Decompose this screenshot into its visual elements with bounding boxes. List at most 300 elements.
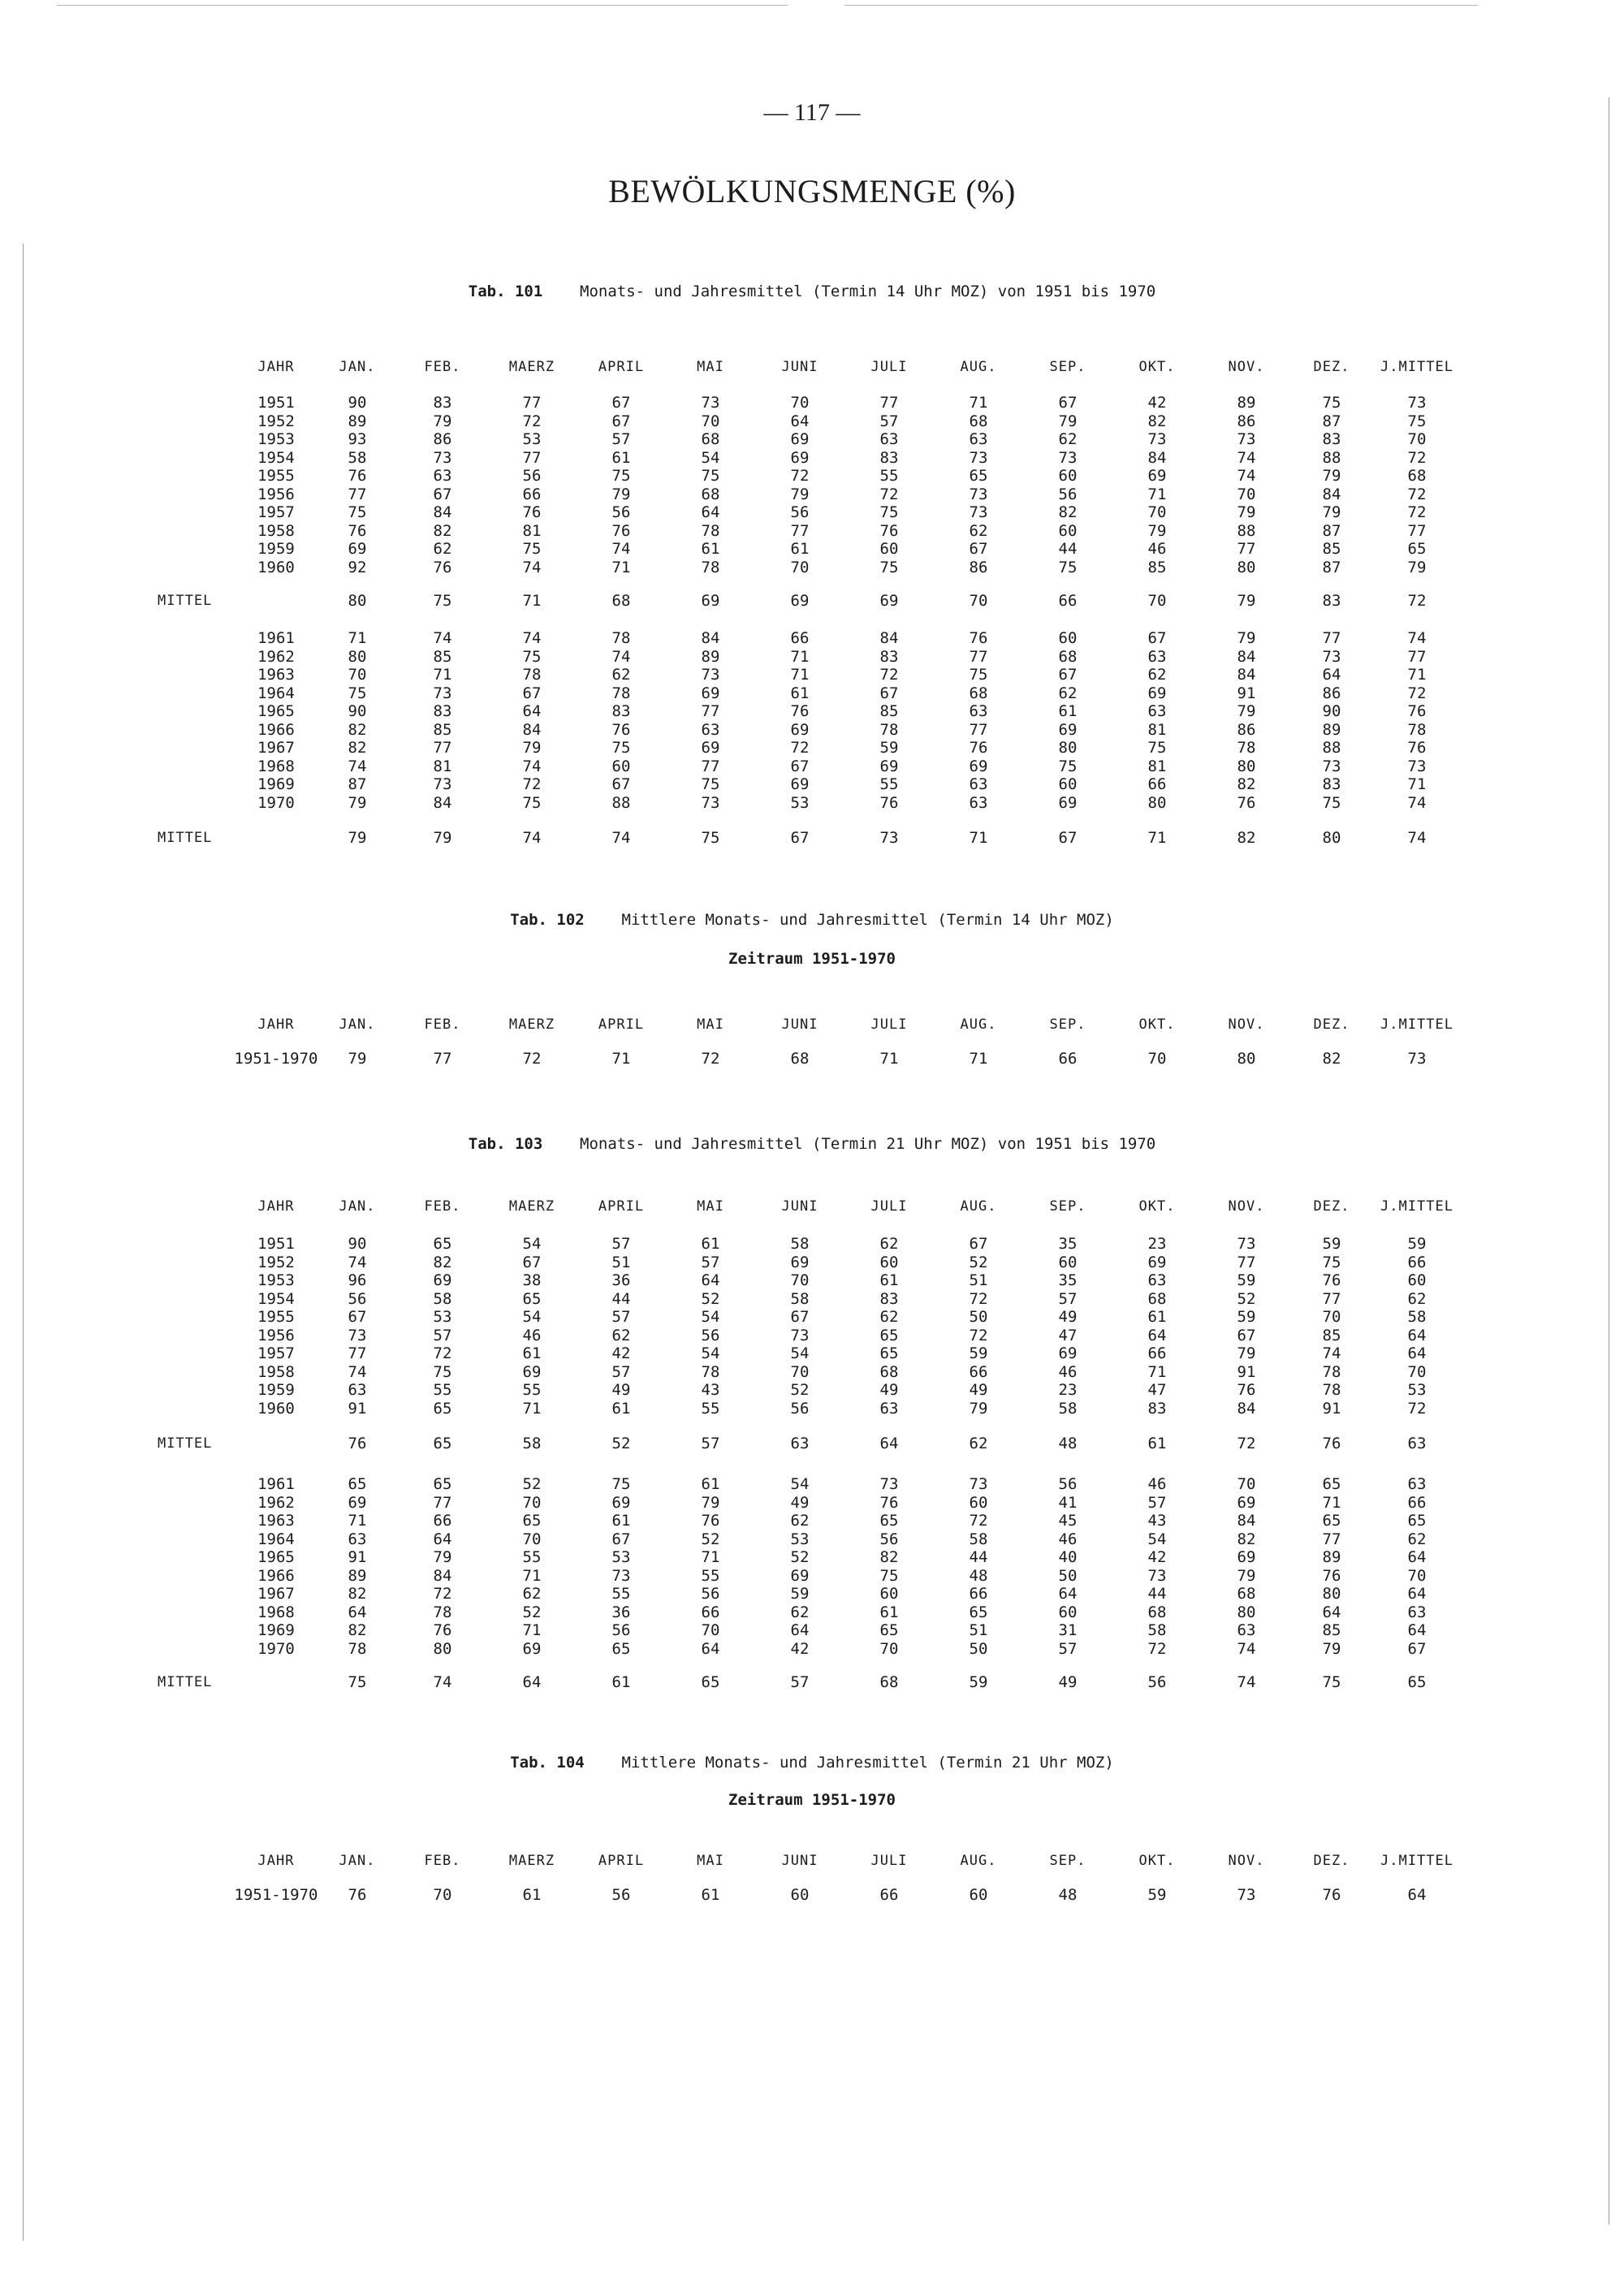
mittel-value: 82 xyxy=(1237,829,1256,847)
value-cell: 68 xyxy=(1147,1603,1167,1621)
value-cell: 77 xyxy=(790,521,810,540)
mittel-value: 76 xyxy=(348,1435,367,1452)
value-cell: 67 xyxy=(1058,394,1078,412)
value-cell: 73 xyxy=(1407,394,1427,412)
value-cell: 59 xyxy=(1407,1235,1427,1253)
value-cell: 72 xyxy=(522,775,542,793)
value-cell: 63 xyxy=(701,720,720,739)
value-cell: 46 xyxy=(522,1326,542,1344)
value-cell: 76 xyxy=(969,739,988,757)
value-cell: 73 xyxy=(1237,1235,1256,1253)
value-cell: 71 xyxy=(1407,666,1427,684)
value-cell: 57 xyxy=(611,430,631,448)
value-cell: 63 xyxy=(879,430,899,448)
value-cell: 54 xyxy=(790,1344,810,1362)
value-cell: 76 xyxy=(790,702,810,720)
value-cell: 35 xyxy=(1058,1235,1078,1253)
year-cell: 1958 xyxy=(257,1362,295,1381)
year-cell: 1953 xyxy=(257,430,295,448)
value-cell: 72 xyxy=(1147,1639,1167,1658)
value-cell: 69 xyxy=(611,1493,631,1512)
value-cell: 80 xyxy=(1237,1603,1256,1621)
mittel-value: 75 xyxy=(1322,1673,1341,1691)
value-cell: 71 xyxy=(879,1050,899,1068)
value-cell: 73 xyxy=(969,1475,988,1493)
value-cell: 91 xyxy=(1237,684,1256,702)
tab103-table-row xyxy=(0,1511,1624,1530)
value-cell: 42 xyxy=(790,1639,810,1658)
value-cell: 73 xyxy=(1147,430,1167,448)
value-cell: 80 xyxy=(1058,739,1078,757)
value-cell: 82 xyxy=(348,720,367,739)
value-cell: 71 xyxy=(701,1548,720,1566)
value-cell: 82 xyxy=(348,1585,367,1603)
value-cell: 57 xyxy=(611,1235,631,1253)
value-cell: 61 xyxy=(879,1603,899,1621)
year-cell: 1969 xyxy=(257,1621,295,1639)
tab103-mittel-row xyxy=(0,1434,1624,1453)
value-cell: 74 xyxy=(522,757,542,775)
value-cell: 89 xyxy=(348,1566,367,1585)
column-header: SEP. xyxy=(1049,1198,1086,1215)
value-cell: 73 xyxy=(969,448,988,467)
column-header: APRIL xyxy=(598,1853,645,1869)
value-cell: 64 xyxy=(433,1530,452,1548)
value-cell: 47 xyxy=(1147,1381,1167,1399)
column-header: J.MITTEL xyxy=(1380,1016,1453,1033)
value-cell: 75 xyxy=(879,558,899,576)
page-number: — 117 — xyxy=(763,99,861,126)
value-cell: 67 xyxy=(522,1253,542,1271)
value-cell: 72 xyxy=(701,1050,720,1068)
value-cell: 74 xyxy=(348,1362,367,1381)
column-header: NOV. xyxy=(1228,1016,1265,1033)
year-cell: 1953 xyxy=(257,1271,295,1289)
value-cell: 50 xyxy=(969,1308,988,1326)
value-cell: 54 xyxy=(790,1475,810,1493)
value-cell: 65 xyxy=(879,1326,899,1344)
value-cell: 75 xyxy=(1147,739,1167,757)
value-cell: 56 xyxy=(522,467,542,485)
value-cell: 76 xyxy=(1407,739,1427,757)
column-header: JAHR xyxy=(257,1198,295,1215)
value-cell: 73 xyxy=(701,793,720,812)
tab103-table-row xyxy=(0,1326,1624,1345)
year-cell: 1956 xyxy=(257,1326,295,1344)
tab104-header-row xyxy=(0,1851,1624,1871)
value-cell: 70 xyxy=(1237,485,1256,503)
value-cell: 52 xyxy=(790,1548,810,1566)
value-cell: 73 xyxy=(1322,647,1341,666)
value-cell: 77 xyxy=(879,394,899,412)
value-cell: 73 xyxy=(1237,430,1256,448)
value-cell: 68 xyxy=(879,1362,899,1381)
value-cell: 59 xyxy=(1237,1308,1256,1326)
tab103-table-row xyxy=(0,1289,1624,1309)
value-cell: 69 xyxy=(348,540,367,558)
value-cell: 59 xyxy=(879,739,899,757)
mittel-value: 56 xyxy=(1147,1673,1167,1691)
value-cell: 85 xyxy=(1322,1621,1341,1639)
tab103-table-row xyxy=(0,1584,1624,1603)
tab103-table-row xyxy=(0,1380,1624,1400)
value-cell: 83 xyxy=(1147,1399,1167,1418)
column-header: APRIL xyxy=(598,359,645,375)
value-cell: 79 xyxy=(1237,1344,1256,1362)
tab101-table-row xyxy=(0,720,1624,740)
value-cell: 72 xyxy=(969,1326,988,1344)
value-cell: 61 xyxy=(1058,702,1078,720)
value-cell: 67 xyxy=(969,540,988,558)
value-cell: 76 xyxy=(433,558,452,576)
mittel-value: 58 xyxy=(522,1435,542,1452)
value-cell: 57 xyxy=(433,1326,452,1344)
year-cell: 1954 xyxy=(257,448,295,467)
mittel-value: 79 xyxy=(348,829,367,847)
mittel-value: 61 xyxy=(611,1673,631,1691)
value-cell: 62 xyxy=(879,1308,899,1326)
value-cell: 71 xyxy=(611,558,631,576)
value-cell: 79 xyxy=(1322,1639,1341,1658)
value-cell: 77 xyxy=(433,739,452,757)
value-cell: 71 xyxy=(969,394,988,412)
value-cell: 56 xyxy=(1058,485,1078,503)
value-cell: 79 xyxy=(522,739,542,757)
value-cell: 72 xyxy=(1407,485,1427,503)
value-cell: 64 xyxy=(1407,1548,1427,1566)
value-cell: 79 xyxy=(1237,629,1256,647)
value-cell: 77 xyxy=(701,702,720,720)
value-cell: 69 xyxy=(790,448,810,467)
value-cell: 86 xyxy=(1322,684,1341,702)
value-cell: 23 xyxy=(1147,1235,1167,1253)
column-header: JUNI xyxy=(781,1853,818,1869)
mittel-value: 74 xyxy=(1407,829,1427,847)
tab102-table-row xyxy=(0,1049,1624,1068)
value-cell: 90 xyxy=(348,702,367,720)
value-cell: 77 xyxy=(1322,1289,1341,1308)
value-cell: 70 xyxy=(701,1621,720,1639)
value-cell: 61 xyxy=(701,1235,720,1253)
value-cell: 55 xyxy=(522,1548,542,1566)
value-cell: 67 xyxy=(611,775,631,793)
value-cell: 79 xyxy=(1147,521,1167,540)
value-cell: 75 xyxy=(1407,412,1427,430)
value-cell: 60 xyxy=(1058,521,1078,540)
column-header: JULI xyxy=(870,1853,908,1869)
value-cell: 64 xyxy=(522,702,542,720)
year-cell: 1960 xyxy=(257,1399,295,1418)
tab102-caption-text: Mittlere Monats- und Jahresmittel (Termin 14 Uhr MOZ) xyxy=(621,911,1114,929)
value-cell: 89 xyxy=(1322,720,1341,739)
value-cell: 70 xyxy=(1147,1050,1167,1068)
value-cell: 91 xyxy=(348,1399,367,1418)
value-cell: 55 xyxy=(611,1585,631,1603)
value-cell: 82 xyxy=(433,521,452,540)
year-cell: 1961 xyxy=(257,1475,295,1493)
value-cell: 76 xyxy=(522,503,542,521)
value-cell: 40 xyxy=(1058,1548,1078,1566)
value-cell: 78 xyxy=(348,1639,367,1658)
column-header: JUNI xyxy=(781,1198,818,1215)
value-cell: 71 xyxy=(790,647,810,666)
value-cell: 70 xyxy=(790,1362,810,1381)
value-cell: 56 xyxy=(701,1326,720,1344)
mittel-value: 79 xyxy=(433,829,452,847)
value-cell: 54 xyxy=(1147,1530,1167,1548)
value-cell: 71 xyxy=(522,1399,542,1418)
column-header: OKT. xyxy=(1138,1016,1176,1033)
value-cell: 82 xyxy=(1237,775,1256,793)
value-cell: 58 xyxy=(348,448,367,467)
value-cell: 82 xyxy=(1322,1050,1341,1068)
value-cell: 68 xyxy=(1147,1289,1167,1308)
value-cell: 72 xyxy=(433,1344,452,1362)
value-cell: 44 xyxy=(1147,1585,1167,1603)
value-cell: 69 xyxy=(1237,1548,1256,1566)
value-cell: 74 xyxy=(1237,467,1256,485)
value-cell: 46 xyxy=(1147,1475,1167,1493)
value-cell: 73 xyxy=(969,503,988,521)
value-cell: 60 xyxy=(1407,1271,1427,1289)
value-cell: 72 xyxy=(790,467,810,485)
column-header: JUNI xyxy=(781,1016,818,1033)
value-cell: 67 xyxy=(1147,629,1167,647)
mittel-value: 65 xyxy=(701,1673,720,1691)
column-header: J.MITTEL xyxy=(1380,1198,1453,1215)
column-header: DEZ. xyxy=(1313,359,1350,375)
tab103-table-row xyxy=(0,1344,1624,1363)
column-header: FEB. xyxy=(424,1853,461,1869)
value-cell: 78 xyxy=(1237,739,1256,757)
value-cell: 47 xyxy=(1058,1326,1078,1344)
year-cell: 1962 xyxy=(257,647,295,666)
mittel-value: 69 xyxy=(879,592,899,610)
value-cell: 64 xyxy=(1322,666,1341,684)
value-cell: 75 xyxy=(1322,793,1341,812)
value-cell: 44 xyxy=(1058,540,1078,558)
value-cell: 59 xyxy=(1237,1271,1256,1289)
value-cell: 60 xyxy=(879,1253,899,1271)
tab103-table-row xyxy=(0,1399,1624,1418)
value-cell: 57 xyxy=(879,412,899,430)
value-cell: 84 xyxy=(1237,1512,1256,1530)
column-header: JULI xyxy=(870,1016,908,1033)
value-cell: 70 xyxy=(879,1639,899,1658)
value-cell: 78 xyxy=(433,1603,452,1621)
value-cell: 79 xyxy=(1237,702,1256,720)
value-cell: 67 xyxy=(433,485,452,503)
value-cell: 60 xyxy=(1058,775,1078,793)
tab103-table-row xyxy=(0,1530,1624,1549)
column-header: AUG. xyxy=(960,1198,997,1215)
column-header: SEP. xyxy=(1049,359,1086,375)
column-header: FEB. xyxy=(424,1016,461,1033)
value-cell: 79 xyxy=(1322,467,1341,485)
value-cell: 66 xyxy=(433,1512,452,1530)
value-cell: 65 xyxy=(879,1512,899,1530)
value-cell: 51 xyxy=(969,1271,988,1289)
tab104-label: Tab. 104 xyxy=(510,1754,585,1772)
value-cell: 83 xyxy=(879,448,899,467)
value-cell: 62 xyxy=(1058,430,1078,448)
year-cell: 1955 xyxy=(257,467,295,485)
tab101-table-row xyxy=(0,665,1624,684)
value-cell: 72 xyxy=(522,412,542,430)
value-cell: 77 xyxy=(1407,647,1427,666)
tab101-label: Tab. 101 xyxy=(468,283,543,300)
value-cell: 63 xyxy=(969,775,988,793)
mittel-value: 74 xyxy=(1237,1673,1256,1691)
value-cell: 72 xyxy=(433,1585,452,1603)
value-cell: 72 xyxy=(790,739,810,757)
value-cell: 64 xyxy=(1407,1344,1427,1362)
column-header: FEB. xyxy=(424,359,461,375)
value-cell: 63 xyxy=(1147,702,1167,720)
value-cell: 70 xyxy=(1147,503,1167,521)
value-cell: 74 xyxy=(348,757,367,775)
mittel-value: 71 xyxy=(522,592,542,610)
value-cell: 83 xyxy=(879,647,899,666)
value-cell: 68 xyxy=(701,430,720,448)
value-cell: 71 xyxy=(433,666,452,684)
mittel-value: 68 xyxy=(611,592,631,610)
value-cell: 55 xyxy=(701,1566,720,1585)
value-cell: 65 xyxy=(1322,1475,1341,1493)
tab102-caption xyxy=(0,911,1624,929)
value-cell: 55 xyxy=(879,467,899,485)
value-cell: 72 xyxy=(879,666,899,684)
value-cell: 56 xyxy=(879,1530,899,1548)
value-cell: 68 xyxy=(701,485,720,503)
year-cell: 1962 xyxy=(257,1493,295,1512)
column-header: OKT. xyxy=(1138,359,1176,375)
value-cell: 69 xyxy=(790,775,810,793)
value-cell: 56 xyxy=(701,1585,720,1603)
value-cell: 78 xyxy=(1407,720,1427,739)
mittel-value: 79 xyxy=(1237,592,1256,610)
mittel-label: MITTEL xyxy=(158,1674,213,1690)
value-cell: 77 xyxy=(348,1344,367,1362)
value-cell: 80 xyxy=(1322,1585,1341,1603)
value-cell: 70 xyxy=(1322,1308,1341,1326)
value-cell: 66 xyxy=(1058,1050,1078,1068)
value-cell: 56 xyxy=(611,1621,631,1639)
value-cell: 62 xyxy=(433,540,452,558)
mittel-value: 61 xyxy=(1147,1435,1167,1452)
value-cell: 62 xyxy=(611,1326,631,1344)
column-header: MAI xyxy=(697,359,724,375)
value-cell: 48 xyxy=(1058,1886,1078,1904)
value-cell: 64 xyxy=(790,1621,810,1639)
value-cell: 45 xyxy=(1058,1512,1078,1530)
column-header: SEP. xyxy=(1049,1016,1086,1033)
column-header: MAI xyxy=(697,1853,724,1869)
value-cell: 66 xyxy=(1147,775,1167,793)
value-cell: 36 xyxy=(611,1271,631,1289)
value-cell: 78 xyxy=(611,629,631,647)
value-cell: 79 xyxy=(790,485,810,503)
mittel-value: 75 xyxy=(348,1673,367,1691)
value-cell: 77 xyxy=(433,1493,452,1512)
value-cell: 67 xyxy=(790,757,810,775)
value-cell: 69 xyxy=(433,1271,452,1289)
value-cell: 53 xyxy=(611,1548,631,1566)
mittel-value: 80 xyxy=(348,592,367,610)
value-cell: 82 xyxy=(348,739,367,757)
mittel-value: 67 xyxy=(1058,829,1078,847)
tab101-mittel-row xyxy=(0,828,1624,848)
value-cell: 53 xyxy=(522,430,542,448)
tab104-table-row xyxy=(0,1885,1624,1905)
column-header: NOV. xyxy=(1228,359,1265,375)
value-cell: 48 xyxy=(969,1566,988,1585)
value-cell: 57 xyxy=(611,1362,631,1381)
value-cell: 87 xyxy=(1322,412,1341,430)
value-cell: 58 xyxy=(1407,1308,1427,1326)
value-cell: 73 xyxy=(433,775,452,793)
year-cell: 1966 xyxy=(257,720,295,739)
value-cell: 84 xyxy=(433,793,452,812)
value-cell: 59 xyxy=(969,1344,988,1362)
value-cell: 64 xyxy=(701,1271,720,1289)
scan-edge-top xyxy=(57,5,788,6)
value-cell: 71 xyxy=(1147,485,1167,503)
column-header: NOV. xyxy=(1228,1198,1265,1215)
value-cell: 78 xyxy=(611,684,631,702)
value-cell: 56 xyxy=(790,1399,810,1418)
value-cell: 72 xyxy=(969,1512,988,1530)
year-cell: 1959 xyxy=(257,540,295,558)
value-cell: 73 xyxy=(701,666,720,684)
value-cell: 85 xyxy=(433,647,452,666)
tab101-caption xyxy=(0,283,1624,300)
value-cell: 82 xyxy=(1147,412,1167,430)
value-cell: 41 xyxy=(1058,1493,1078,1512)
tab103-table-row xyxy=(0,1271,1624,1290)
value-cell: 62 xyxy=(1407,1530,1427,1548)
value-cell: 74 xyxy=(1237,1639,1256,1658)
value-cell: 84 xyxy=(701,629,720,647)
value-cell: 57 xyxy=(1058,1289,1078,1308)
period-cell: 1951-1970 xyxy=(234,1886,318,1904)
value-cell: 65 xyxy=(433,1235,452,1253)
value-cell: 49 xyxy=(969,1381,988,1399)
value-cell: 53 xyxy=(1407,1381,1427,1399)
tab101-table-row xyxy=(0,558,1624,577)
value-cell: 77 xyxy=(969,720,988,739)
mittel-value: 70 xyxy=(969,592,988,610)
value-cell: 66 xyxy=(1407,1493,1427,1512)
value-cell: 75 xyxy=(1058,757,1078,775)
value-cell: 73 xyxy=(701,394,720,412)
value-cell: 83 xyxy=(1322,775,1341,793)
value-cell: 70 xyxy=(1237,1475,1256,1493)
value-cell: 75 xyxy=(879,503,899,521)
value-cell: 56 xyxy=(790,503,810,521)
value-cell: 83 xyxy=(611,702,631,720)
value-cell: 69 xyxy=(790,1566,810,1585)
value-cell: 69 xyxy=(701,684,720,702)
value-cell: 78 xyxy=(701,1362,720,1381)
value-cell: 72 xyxy=(1407,684,1427,702)
value-cell: 61 xyxy=(701,540,720,558)
tab101-caption-text: Monats- und Jahresmittel (Termin 14 Uhr MOZ) von 1951 bis 1970 xyxy=(580,283,1156,300)
tab103-table-row xyxy=(0,1639,1624,1659)
value-cell: 61 xyxy=(522,1344,542,1362)
value-cell: 77 xyxy=(522,448,542,467)
value-cell: 73 xyxy=(1058,448,1078,467)
